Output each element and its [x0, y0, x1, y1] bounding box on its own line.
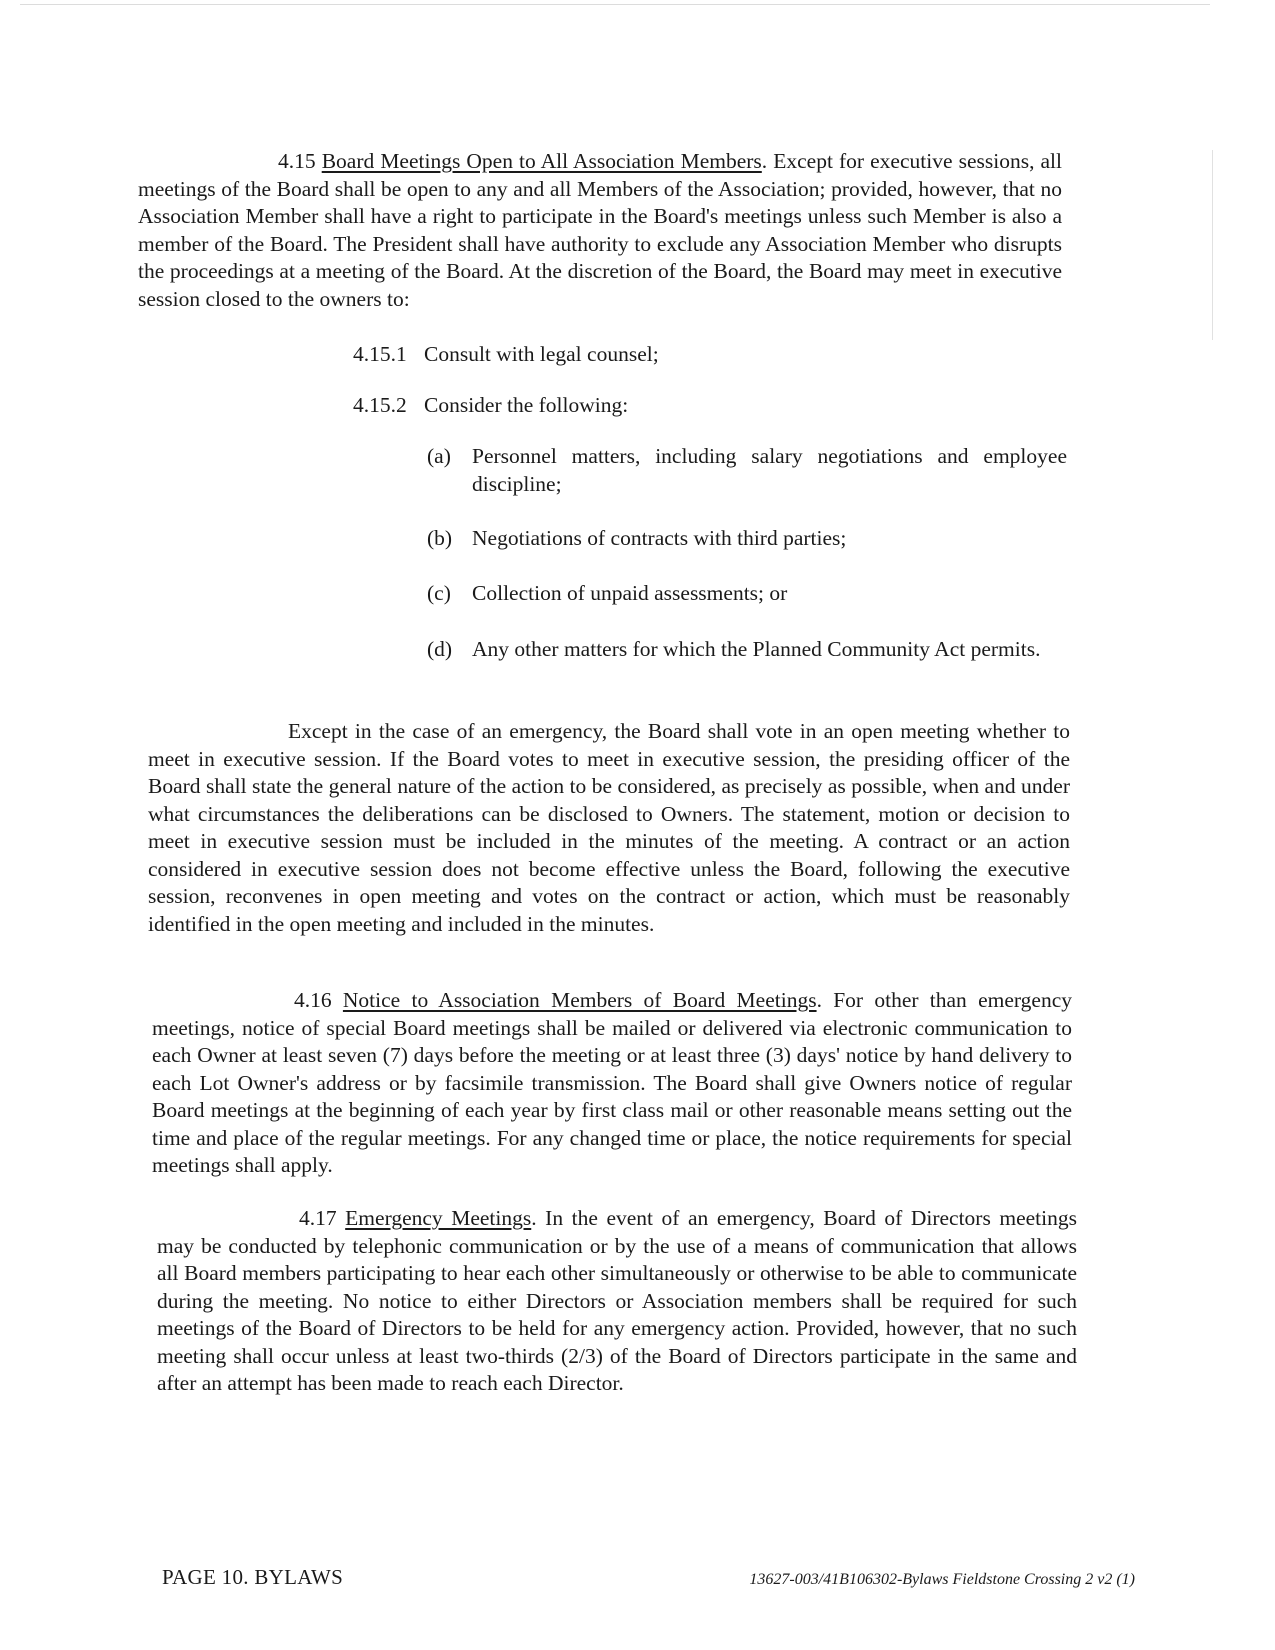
- item-number: 4.15.2: [353, 393, 407, 417]
- sub-item-label: (d): [427, 637, 453, 661]
- scan-artifact: [20, 4, 1210, 5]
- sub-item-label: (a): [427, 444, 451, 468]
- sub-item-text: Collection of unpaid assessments; or: [472, 581, 788, 605]
- paragraph-text: Except in the case of an emergency, the Board shall vote in an open meeting whether to meet in executive session. If the Board votes to meet in executive session, the presiding officer of the Board shall state the general nature of the action to be considered, as precisely as possible, when and under what circumstances the deliberations can be disclosed to Owners. The statement, motion or decision to meet in executive session must be included in the minutes of the meeting. A contract or an action considered in executive session does not become effective unless the Board, following the executive session, reconvenes in open meeting and votes on the contract or action, which must be reasonably identified in the open meeting and included in the minutes.: [148, 719, 1070, 936]
- footer-page-label: PAGE 10. BYLAWS: [162, 1565, 344, 1589]
- section-4-15: [138, 148, 1062, 313]
- item-number: 4.15.1: [353, 342, 407, 366]
- section-number: 4.16: [294, 988, 332, 1012]
- executive-session-paragraph: [148, 718, 1070, 938]
- sub-item-text: Personnel matters, including salary negotiations and employee discipline;: [472, 444, 1067, 496]
- section-body: . For other than emergency meetings, notice of special Board meetings shall be mailed or delivered via electronic communication to each Owner at least seven (7) days before the meeting or at least three (3) days' notice by hand delivery to each Lot Owner's address or by facsimile transmission. The Board shall give Owners notice of regular Board meetings at the beginning of each year by first class mail or other reasonable means setting out the time and place of the regular meetings. For any changed time or place, the notice requirements for special meetings shall apply.: [152, 988, 1072, 1177]
- section-body: . Except for executive sessions, all meetings of the Board shall be open to any and all Members of the Association; provided, however, that no Association Member shall have a right to participate in the Board's meetings unless such Member is also a member of the Board. The President shall have authority to exclude any Association Member who disrupts the proceedings at a meeting of the Board. At the discretion of the Board, the Board may meet in executive session closed to the owners to:: [138, 149, 1063, 311]
- section-number: 4.17: [299, 1206, 337, 1230]
- section-number: 4.15: [278, 149, 316, 173]
- section-4-17: [157, 1205, 1077, 1398]
- sub-item-label: (c): [427, 581, 451, 605]
- sub-item-label: (b): [427, 526, 453, 550]
- section-heading: Notice to Association Members of Board Meetings: [342, 988, 817, 1012]
- item-text: Consider the following:: [424, 393, 629, 417]
- section-4-16: [152, 987, 1072, 1180]
- sub-item-text: Any other matters for which the Planned Community Act permits.: [472, 637, 1041, 661]
- item-text: Consult with legal counsel;: [424, 342, 659, 366]
- scan-artifact: [1212, 150, 1213, 340]
- section-body: . In the event of an emergency, Board of Directors meetings may be conducted by telephonic communication or by the use of a means of communication that allows all Board members participating to hear each other simultaneously or otherwise to be able to communicate during the meeting. No notice to either Directors or Association members shall be required for such meetings of the Board of Directors to be held for any emergency action. Provided, however, that no such meeting shall occur unless at least two-thirds (2/3) of the Board of Directors participate in the same and after an attempt has been made to reach each Director.: [157, 1206, 1077, 1395]
- section-heading: Emergency Meetings: [345, 1206, 532, 1230]
- footer-doc-reference: 13627-003/41B106302-Bylaws Fieldstone Crossing 2 v2 (1): [749, 1571, 1135, 1588]
- sub-item-text: Negotiations of contracts with third parties;: [472, 526, 847, 550]
- section-heading: Board Meetings Open to All Association Members: [321, 149, 762, 173]
